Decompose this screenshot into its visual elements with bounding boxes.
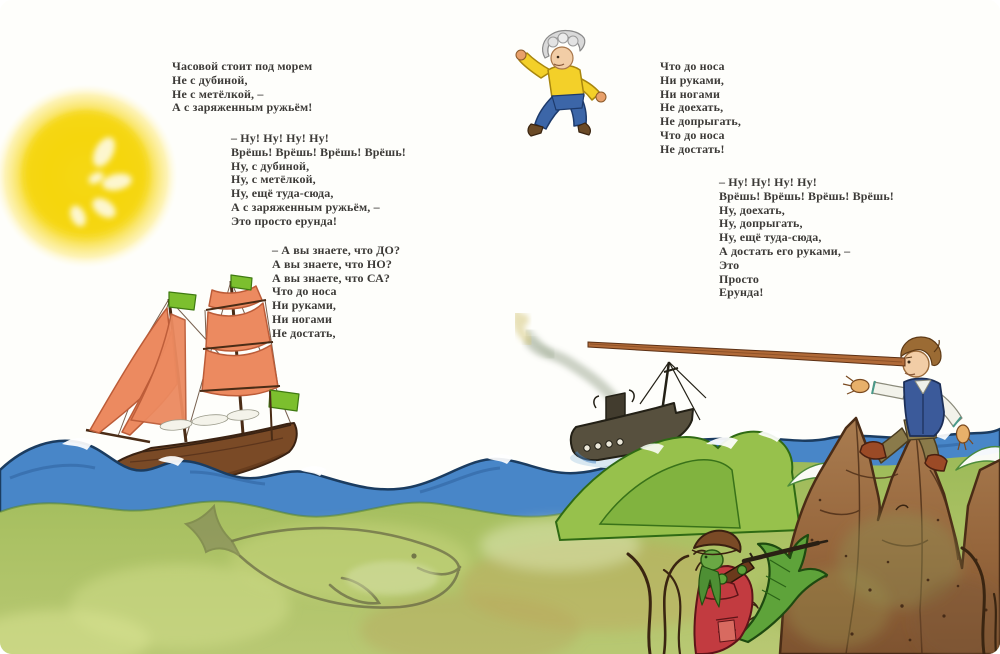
poem-line: Не достать! (660, 141, 725, 156)
poem-line: – А вы знаете, что ДО? (272, 243, 401, 257)
poem-line: – Ну! Ну! Ну! Ну! (231, 131, 329, 145)
poem-line: Ну, с дубиной, (231, 158, 310, 173)
poem-line: Ерунда! (719, 285, 764, 300)
poem-line: Что до носа (272, 284, 337, 299)
poem-line: Это (719, 257, 740, 272)
poem-line: Ну, с метёлкой, (231, 172, 316, 187)
poem-line: Ну, допрыгать, (719, 216, 803, 231)
poem-stanza-reply-right (719, 176, 894, 300)
poem-line: А вы знаете, что НО? (272, 256, 392, 271)
poem-line: Не допрыгать, (660, 114, 742, 129)
poem-line: Не с метёлкой, – (172, 86, 264, 101)
poem-line: Ни руками, (272, 298, 337, 313)
poem-line: Просто (719, 271, 759, 286)
poem-stanza-nose-right (660, 60, 741, 157)
poem-stanza-sentry (172, 60, 312, 115)
poem-line: А с заряженным ружьём, – (231, 199, 380, 214)
poem-line: Ну, доехать, (719, 202, 785, 217)
poem-stanza-nose-question (272, 244, 400, 341)
poem-line: Врёшь! Врёшь! Врёшь! Врёшь! (719, 188, 894, 203)
poem-line: Что до носа (660, 127, 725, 142)
poem-line: Ну, ещё туда-сюда, (231, 186, 334, 201)
poem-line: Ну, ещё туда-сюда, (719, 230, 822, 245)
poem-line: Что до носа (660, 59, 725, 73)
poem-line: Ни ногами (272, 311, 333, 326)
poem-line: Не с дубиной, (172, 72, 248, 87)
poem-stanza-reply-left (231, 132, 406, 229)
long-nose (588, 342, 905, 366)
poem-line: Это просто ерунда! (231, 213, 338, 228)
poem-line: Часовой стоит под морем (172, 59, 313, 73)
poem-line: Ни ногами (660, 86, 721, 101)
sailing-ship (86, 275, 299, 492)
poem-line: Ни руками, (660, 72, 725, 87)
poem-line: – Ну! Ну! Ну! Ну! (719, 175, 817, 189)
poem-line: А с заряженным ружьём! (172, 100, 313, 115)
steamboat-smoke (517, 316, 615, 400)
poem-line: Не доехать, (660, 100, 724, 115)
jumping-old-man (516, 31, 606, 136)
poem-line: Не достать, (272, 325, 336, 340)
sun-illustration (0, 84, 178, 268)
poem-line: А вы знаете, что СА? (272, 270, 391, 285)
poem-line: А достать его руками, – (719, 243, 851, 258)
poem-line: Врёшь! Врёшь! Врёшь! Врёшь! (231, 144, 406, 159)
